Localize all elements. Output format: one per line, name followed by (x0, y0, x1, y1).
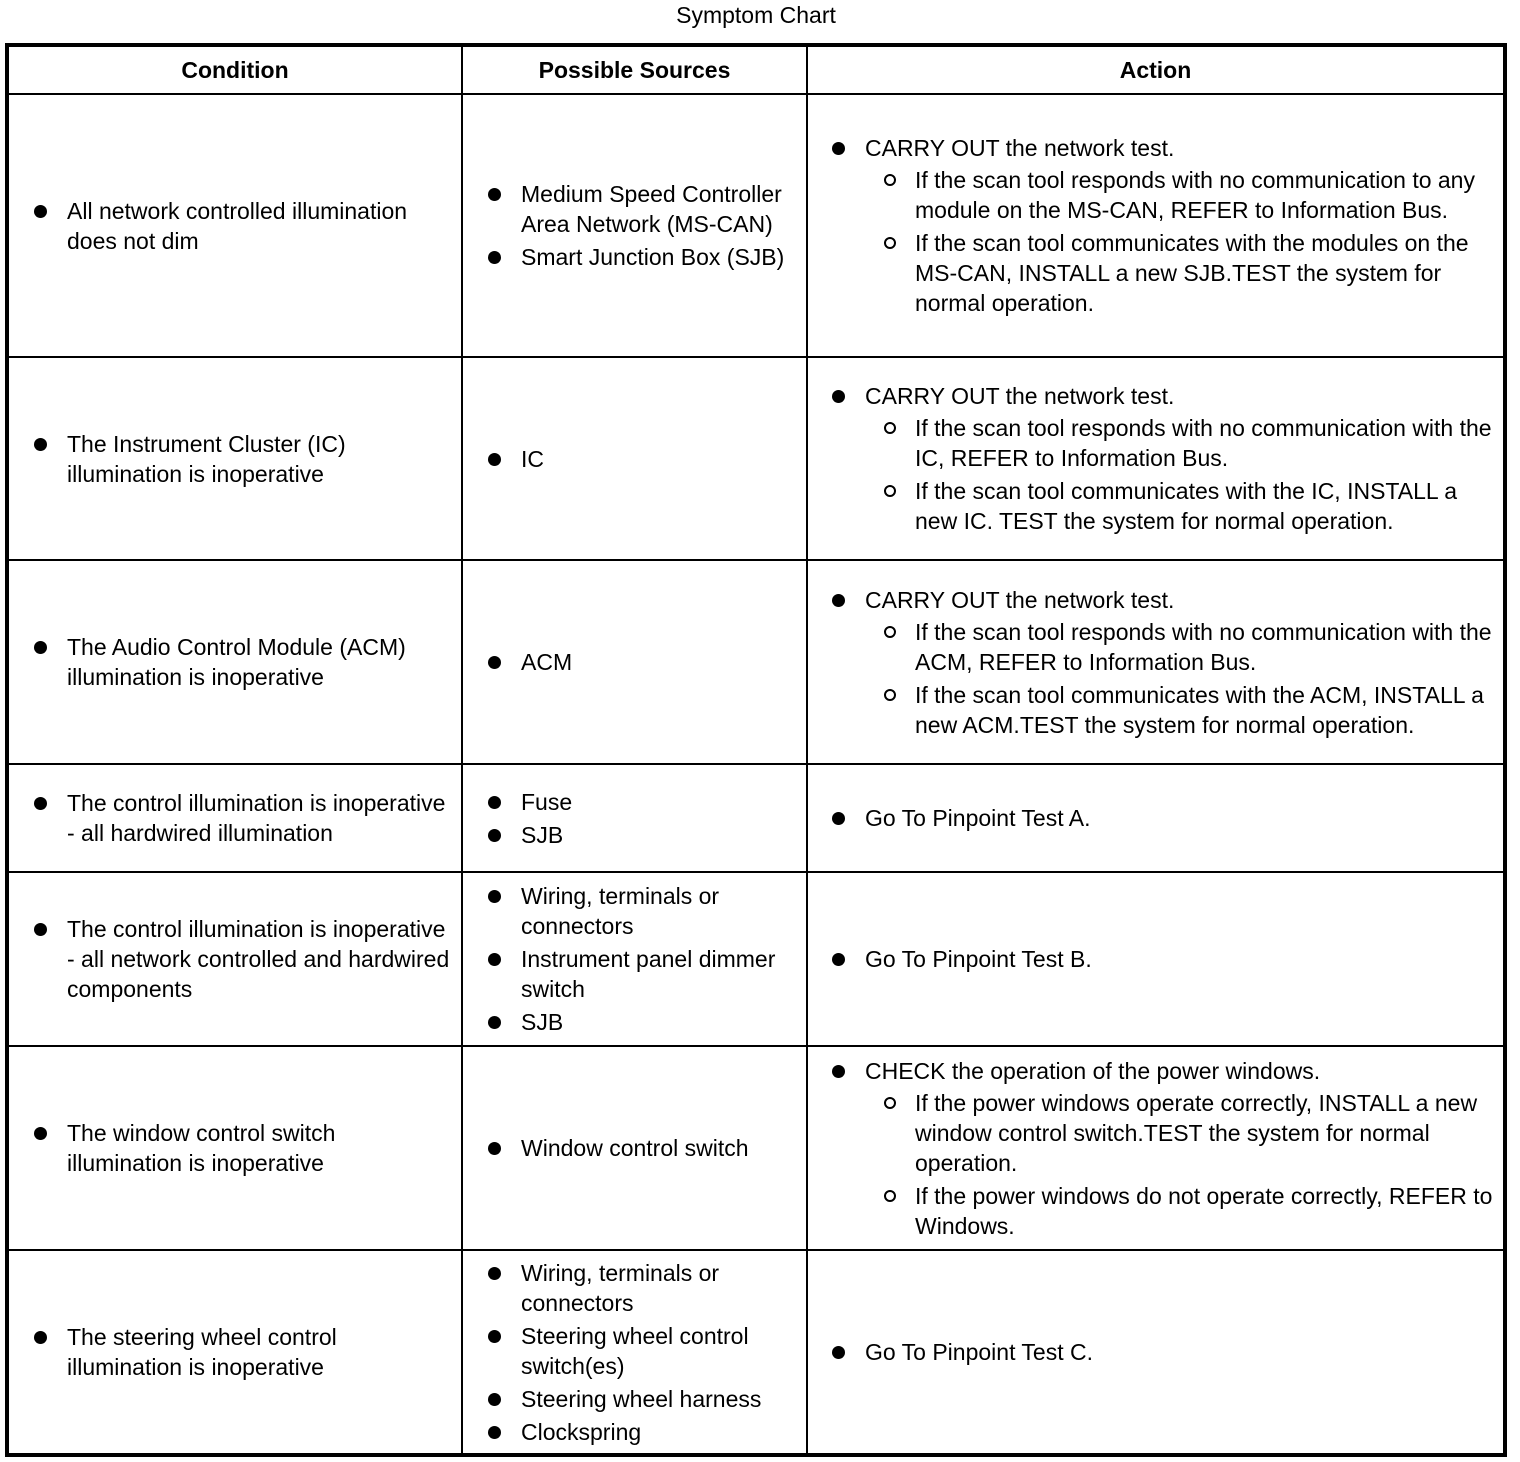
action-item: CARRY OUT the network test. (832, 133, 1495, 163)
action-item: Go To Pinpoint Test A. (832, 803, 1495, 833)
subaction-item: If the power windows do not operate correctly, REFER to Windows. (882, 1181, 1495, 1241)
bullet-icon (488, 1142, 501, 1155)
action-cell (807, 94, 1505, 357)
bullet-icon (832, 812, 845, 825)
bullet-icon (488, 1330, 501, 1343)
circle-bullet-icon (884, 422, 896, 434)
subaction-item: If the scan tool responds with no communication with the IC, REFER to Information Bus. (882, 413, 1495, 473)
action-cell (807, 1250, 1505, 1455)
subaction-item: If the scan tool responds with no communication with the ACM, REFER to Information Bus. (882, 617, 1495, 677)
sources-cell (462, 872, 807, 1046)
sources-cell (462, 560, 807, 764)
table-row (7, 872, 1505, 1046)
sources-cell (462, 1250, 807, 1455)
action-cell (807, 357, 1505, 560)
condition-item: The window control switch illumination is inoperative (34, 1118, 451, 1178)
table-row (7, 1250, 1505, 1455)
condition-item: The steering wheel control illumination is inoperative (34, 1322, 451, 1382)
condition-cell (7, 1250, 462, 1455)
circle-bullet-icon (884, 689, 896, 701)
bullet-icon (488, 953, 501, 966)
table-row (7, 764, 1505, 872)
header-possible-sources: Possible Sources (462, 45, 807, 94)
bullet-icon (832, 142, 845, 155)
action-cell (807, 764, 1505, 872)
source-item: Fuse (488, 787, 798, 817)
bullet-icon (832, 953, 845, 966)
subaction-item: If the power windows operate correctly, INSTALL a new window control switch.TEST the system for normal operation. (882, 1088, 1495, 1178)
source-item: Wiring, terminals or connectors (488, 881, 798, 941)
bullet-icon (34, 438, 47, 451)
source-item: Clockspring (488, 1417, 798, 1447)
sources-cell (462, 764, 807, 872)
header-row (7, 45, 1505, 94)
sources-cell (462, 1046, 807, 1250)
sources-cell (462, 94, 807, 357)
circle-bullet-icon (884, 237, 896, 249)
source-item: Instrument panel dimmer switch (488, 944, 798, 1004)
condition-cell (7, 1046, 462, 1250)
circle-bullet-icon (884, 626, 896, 638)
circle-bullet-icon (884, 485, 896, 497)
bullet-icon (488, 1426, 501, 1439)
bullet-icon (832, 390, 845, 403)
bullet-icon (832, 594, 845, 607)
table-row (7, 1046, 1505, 1250)
source-item: Steering wheel control switch(es) (488, 1321, 798, 1381)
circle-bullet-icon (884, 174, 896, 186)
chart-title: Symptom Chart (676, 2, 836, 28)
bullet-icon (832, 1065, 845, 1078)
action-item: Go To Pinpoint Test B. (832, 944, 1495, 974)
bullet-icon (34, 923, 47, 936)
source-item: IC (488, 444, 798, 474)
condition-cell (7, 94, 462, 357)
bullet-icon (34, 641, 47, 654)
action-cell (807, 1046, 1505, 1250)
condition-cell (7, 560, 462, 764)
subaction-item: If the scan tool communicates with the ACM, INSTALL a new ACM.TEST the system for normal operation. (882, 680, 1495, 740)
condition-item: The Audio Control Module (ACM) illumination is inoperative (34, 632, 451, 692)
condition-cell (7, 357, 462, 560)
bullet-icon (488, 829, 501, 842)
circle-bullet-icon (884, 1097, 896, 1109)
bullet-icon (488, 1393, 501, 1406)
action-item: Go To Pinpoint Test C. (832, 1337, 1495, 1367)
action-item: CARRY OUT the network test. (832, 381, 1495, 411)
condition-cell (7, 872, 462, 1046)
bullet-icon (488, 188, 501, 201)
bullet-icon (34, 797, 47, 810)
action-cell (807, 560, 1505, 764)
bullet-icon (488, 1267, 501, 1280)
action-item: CHECK the operation of the power windows. (832, 1056, 1495, 1086)
source-item: SJB (488, 1007, 798, 1037)
source-item: Smart Junction Box (SJB) (488, 242, 798, 272)
subaction-item: If the scan tool responds with no communication to any module on the MS-CAN, REFER to Information Bus. (882, 165, 1495, 225)
condition-item: The control illumination is inoperative - all hardwired illumination (34, 788, 451, 848)
table-row (7, 357, 1505, 560)
bullet-icon (488, 453, 501, 466)
source-item: SJB (488, 820, 798, 850)
condition-item: The control illumination is inoperative - all network controlled and hardwired components (34, 914, 451, 1004)
bullet-icon (488, 1016, 501, 1029)
header-action: Action (807, 45, 1505, 94)
bullet-icon (832, 1346, 845, 1359)
bullet-icon (488, 890, 501, 903)
bullet-icon (34, 1127, 47, 1140)
bullet-icon (488, 796, 501, 809)
symptom-table (5, 43, 1507, 1457)
subaction-item: If the scan tool communicates with the modules on the MS-CAN, INSTALL a new SJB.TEST the system for normal operation. (882, 228, 1495, 318)
circle-bullet-icon (884, 1190, 896, 1202)
table-row (7, 94, 1505, 357)
condition-cell (7, 764, 462, 872)
source-item: Wiring, terminals or connectors (488, 1258, 798, 1318)
sources-cell (462, 357, 807, 560)
bullet-icon (488, 656, 501, 669)
condition-item: All network controlled illumination does not dim (34, 196, 451, 256)
source-item: Steering wheel harness (488, 1384, 798, 1414)
source-item: Medium Speed Controller Area Network (MS-CAN) (488, 179, 798, 239)
condition-item: The Instrument Cluster (IC) illumination is inoperative (34, 429, 451, 489)
bullet-icon (34, 1331, 47, 1344)
action-item: CARRY OUT the network test. (832, 585, 1495, 615)
subaction-item: If the scan tool communicates with the IC, INSTALL a new IC. TEST the system for normal operation. (882, 476, 1495, 536)
action-cell (807, 872, 1505, 1046)
source-item: ACM (488, 647, 798, 677)
header-condition: Condition (7, 45, 462, 94)
table-row (7, 560, 1505, 764)
source-item: Window control switch (488, 1133, 798, 1163)
bullet-icon (34, 205, 47, 218)
bullet-icon (488, 251, 501, 264)
